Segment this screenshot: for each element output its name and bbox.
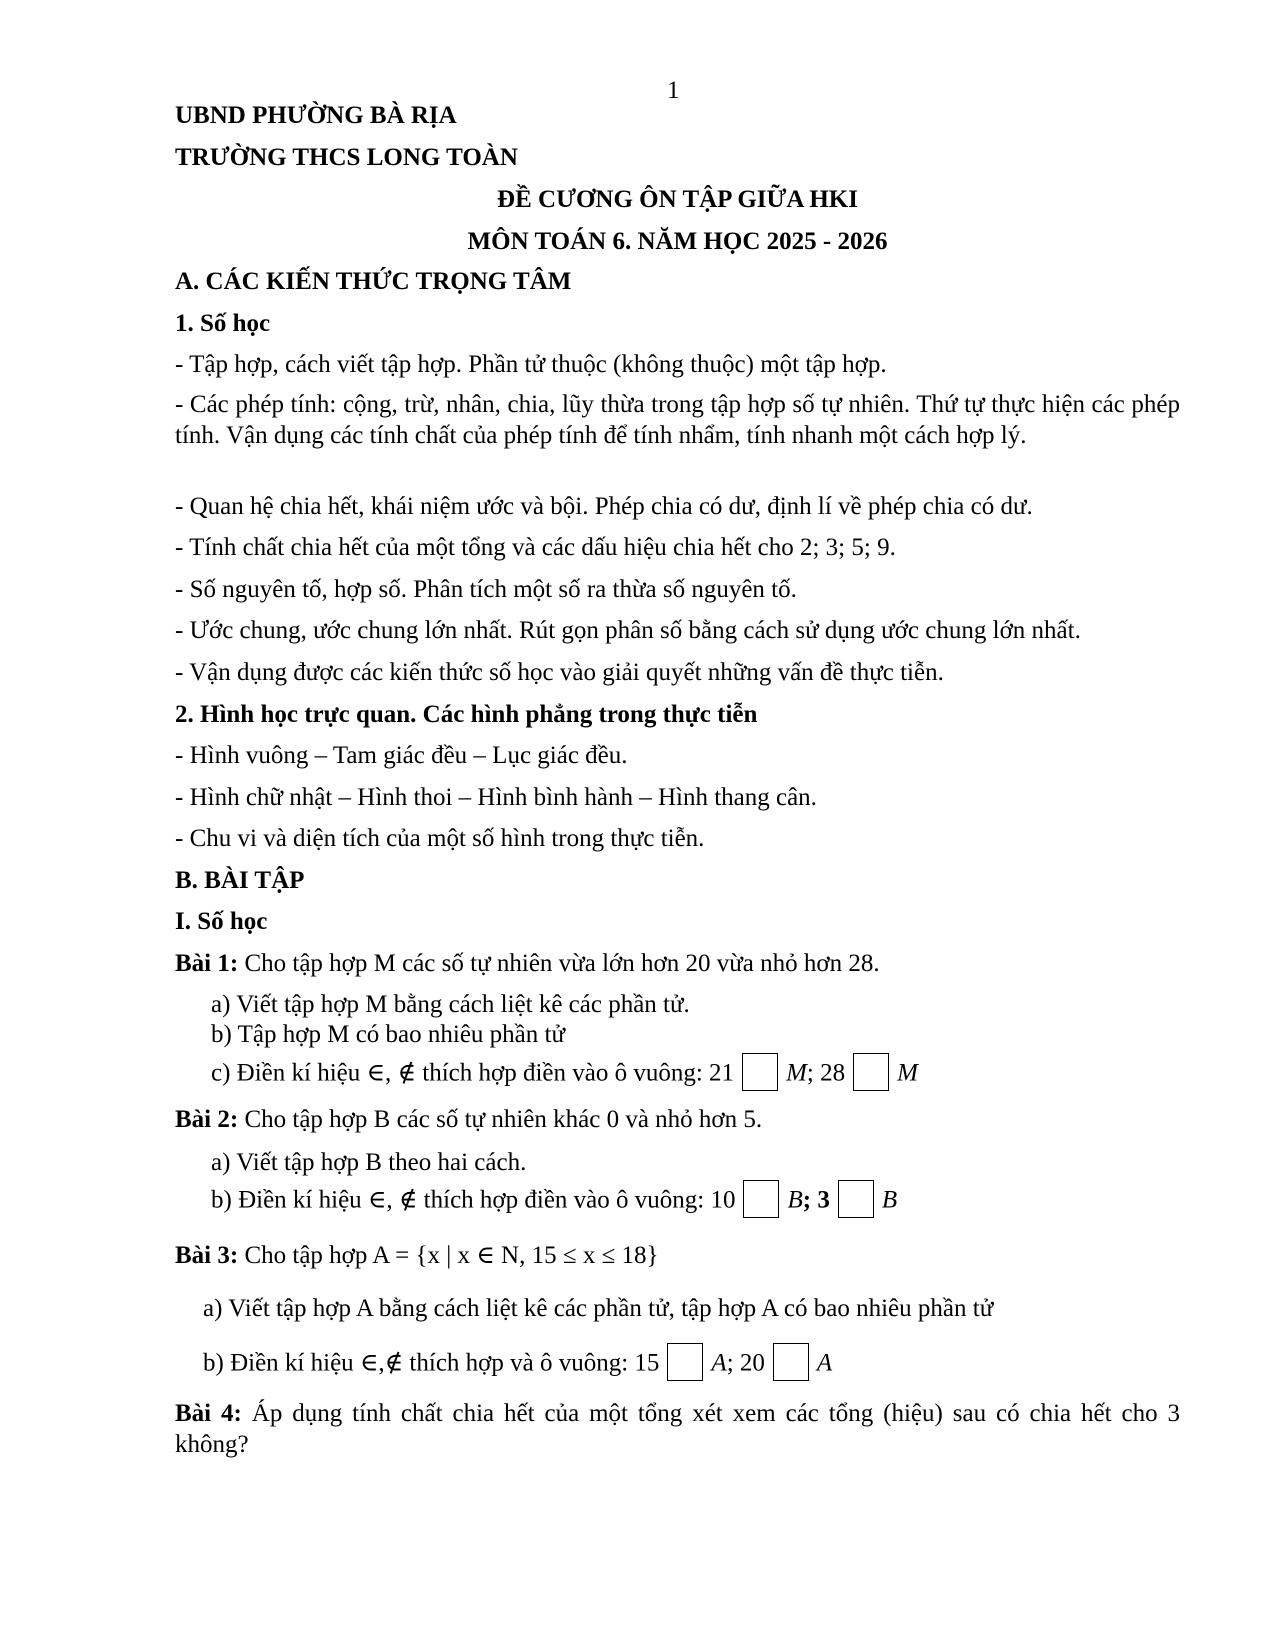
section-a-sub1: 1. Số học <box>175 310 271 337</box>
exercise-1-c <box>211 1056 918 1094</box>
page-number: 1 <box>667 77 680 104</box>
answer-box[interactable] <box>743 1180 779 1218</box>
set-symbol: M <box>897 1059 918 1087</box>
exercise-2-b <box>211 1183 897 1221</box>
set-symbol: A <box>711 1349 727 1377</box>
list-item: - Hình vuông – Tam giác đều – Lục giác đều. <box>175 742 628 769</box>
list-item: - Ước chung, ước chung lớn nhất. Rút gọn phân số bằng cách sử dụng ước chung lớn nhất. <box>175 617 1081 644</box>
set-symbol: A <box>816 1349 833 1377</box>
list-item: - Các phép tính: cộng, trừ, nhân, chia, lũy thừa trong tập hợp số tự nhiên. Thứ tự thực hiện các phép tính. Vận dụng các tính chất của phép tính để tính nhẩm, tính nhanh một cách hợp lý. <box>175 391 1180 449</box>
exercise-3-b <box>203 1346 832 1384</box>
list-item: - Tính chất chia hết của một tổng và các dấu hiệu chia hết cho 2; 3; 5; 9. <box>175 534 896 561</box>
section-a-sub2: 2. Hình học trực quan. Các hình phẳng trong thực tiễn <box>175 701 758 728</box>
answer-box[interactable] <box>773 1343 809 1381</box>
list-item: - Vận dụng được các kiến thức số học vào giải quyết những vấn đề thực tiễn. <box>175 659 944 686</box>
org-name: UBND PHƯỜNG BÀ RỊA <box>175 102 457 129</box>
list-item: - Số nguyên tố, hợp số. Phân tích một số ra thừa số nguyên tố. <box>175 576 797 603</box>
set-symbol: B <box>787 1186 803 1214</box>
set-symbol: M <box>786 1059 807 1087</box>
section-a-heading: A. CÁC KIẾN THỨC TRỌNG TÂM <box>175 268 572 295</box>
list-item: - Quan hệ chia hết, khái niệm ước và bội. Phép chia có dư, định lí về phép chia có dư. <box>175 493 1033 520</box>
school-name: TRƯỜNG THCS LONG TOÀN <box>175 144 518 171</box>
exercise-2-a: a) Viết tập hợp B theo hai cách. <box>211 1149 527 1176</box>
list-item: - Hình chữ nhật – Hình thoi – Hình bình hành – Hình thang cân. <box>175 784 817 811</box>
exercise-1-a: a) Viết tập hợp M bằng cách liệt kê các phần tử. <box>211 991 690 1018</box>
exercise-text: Cho tập hợp M các số tự nhiên vừa lớn hơn 20 vừa nhỏ hơn 28. <box>238 950 880 977</box>
exercise-text: Áp dụng tính chất chia hết của một tổng xét xem các tổng (hiệu) sau có chia hết cho 3 không? <box>175 1400 1180 1458</box>
exercise-3-a: a) Viết tập hợp A bằng cách liệt kê các phần tử, tập hợp A có bao nhiêu phần tử <box>203 1295 994 1322</box>
exercise-4 <box>175 1398 1180 1460</box>
exercise-text: Cho tập hợp A = {x | x ∈ N, 15 ≤ x ≤ 18} <box>238 1242 659 1269</box>
exercise-text: c) Điền kí hiệu ∈, ∉ thích hợp điền vào ô vuông: 21 <box>211 1059 735 1087</box>
separator: ; 20 <box>726 1349 765 1377</box>
exercise-label: Bài 4: <box>175 1400 242 1427</box>
list-item: - Tập hợp, cách viết tập hợp. Phần tử thuộc (không thuộc) một tập hợp. <box>175 351 887 378</box>
document-subtitle: MÔN TOÁN 6. NĂM HỌC 2025 - 2026 <box>467 228 888 255</box>
answer-box[interactable] <box>742 1053 778 1091</box>
section-b-sub1: I. Số học <box>175 908 268 935</box>
set-symbol: B <box>881 1186 898 1214</box>
section-b-heading: B. BÀI TẬP <box>175 867 305 894</box>
list-item: - Chu vi và diện tích của một số hình trong thực tiễn. <box>175 825 705 852</box>
exercise-text: Cho tập hợp B các số tự nhiên khác 0 và nhỏ hơn 5. <box>238 1106 763 1133</box>
exercise-1 <box>175 951 880 976</box>
answer-box[interactable] <box>838 1180 874 1218</box>
exercise-1-b: b) Tập hợp M có bao nhiêu phần tử <box>211 1021 566 1048</box>
separator: ; 3 <box>802 1186 830 1214</box>
document-title: ĐỀ CƯƠNG ÔN TẬP GIỮA HKI <box>497 186 858 213</box>
exercise-3 <box>175 1243 659 1268</box>
exercise-label: Bài 3: <box>175 1242 239 1269</box>
exercise-text: b) Điền kí hiệu ∈, ∉ thích hợp điền vào ô vuông: 10 <box>211 1186 736 1214</box>
exercise-text: b) Điền kí hiệu ∈,∉ thích hợp và ô vuông: 15 <box>203 1349 660 1377</box>
exercise-label: Bài 2: <box>175 1106 239 1133</box>
answer-box[interactable] <box>853 1053 889 1091</box>
exercise-2 <box>175 1107 762 1132</box>
separator: ; 28 <box>806 1059 846 1087</box>
answer-box[interactable] <box>667 1343 703 1381</box>
exercise-label: Bài 1: <box>175 950 239 977</box>
